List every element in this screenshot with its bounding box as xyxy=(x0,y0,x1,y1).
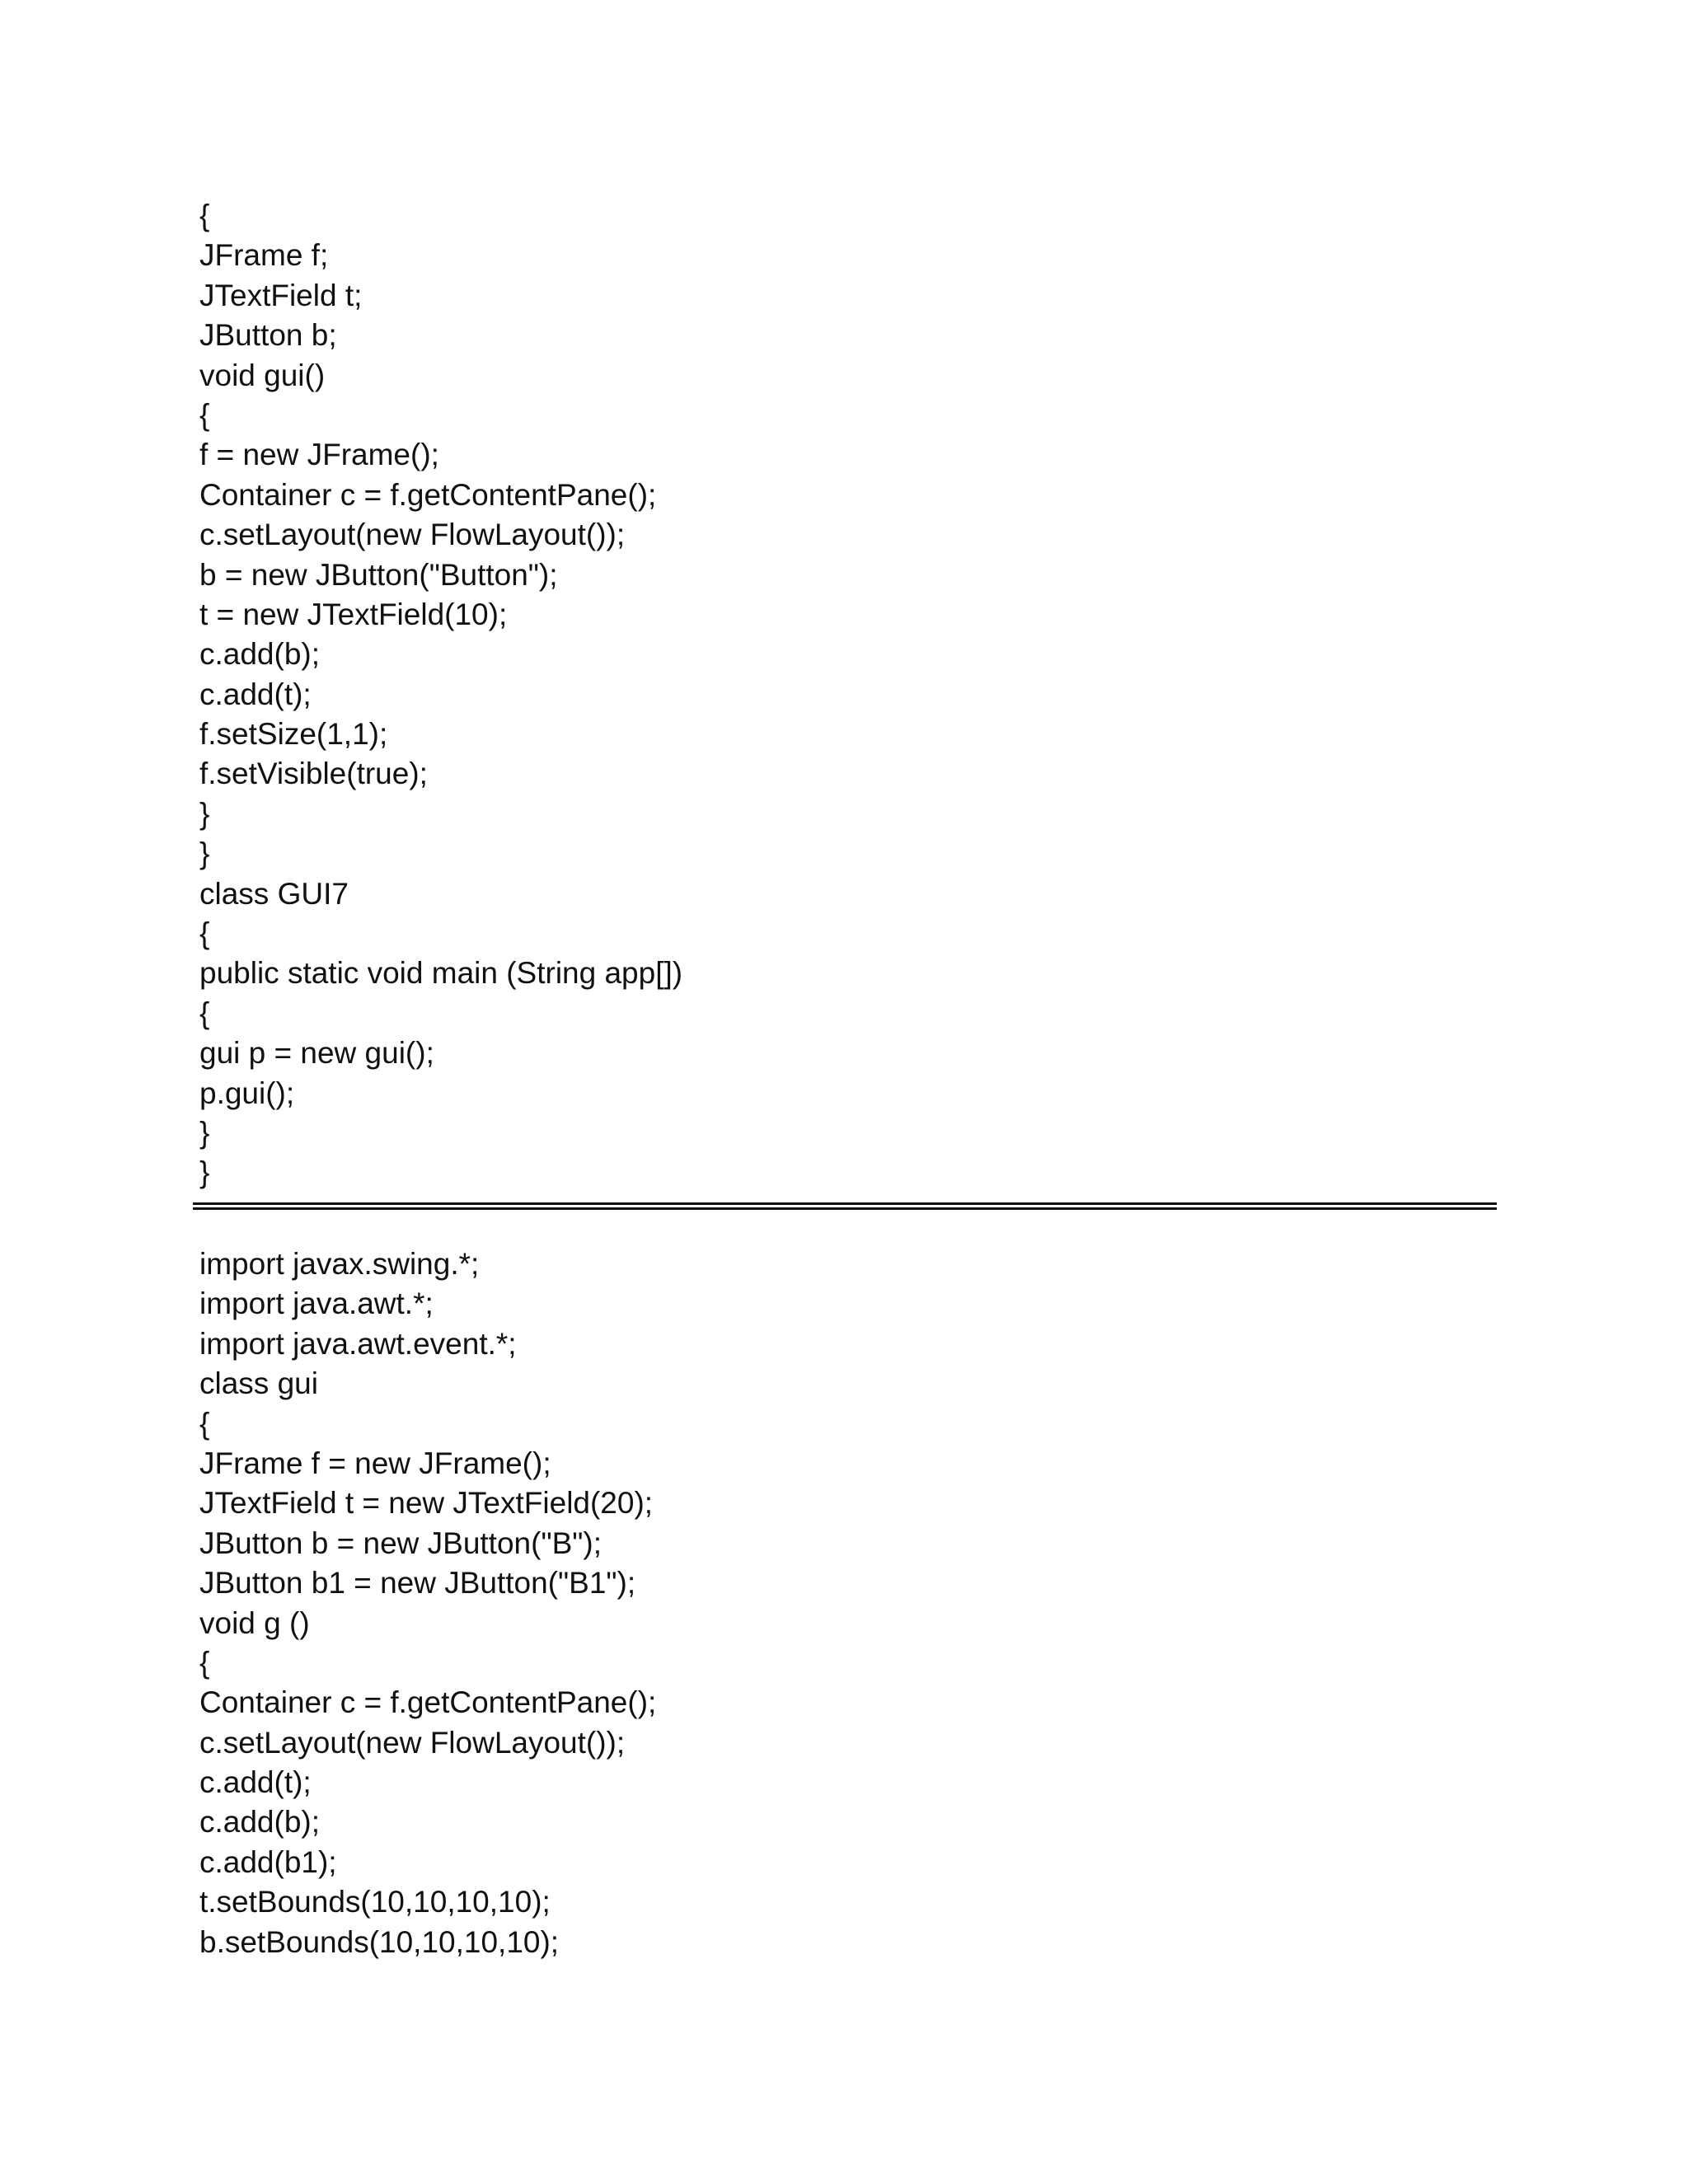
code-line: JFrame f; xyxy=(199,238,329,273)
code-line: { xyxy=(199,916,210,951)
code-line: c.add(t); xyxy=(199,1765,312,1800)
code-line: void gui() xyxy=(199,358,326,392)
code-line: JButton b; xyxy=(199,318,337,353)
code-line: import javax.swing.*; xyxy=(199,1247,480,1281)
code-line: c.setLayout(new FlowLayout()); xyxy=(199,518,626,552)
code-line: c.add(b1); xyxy=(199,1844,337,1879)
code-line: { xyxy=(199,1645,210,1680)
code-line: } xyxy=(199,1115,210,1150)
code-line: { xyxy=(199,199,210,232)
code-line: class gui xyxy=(199,1366,318,1401)
code-line: f.setSize(1,1); xyxy=(199,717,388,752)
code-line: Container c = f.getContentPane(); xyxy=(199,477,657,512)
code-line: } xyxy=(199,1155,210,1190)
code-line: c.add(b); xyxy=(199,1805,321,1840)
code-line: JTextField t; xyxy=(199,278,363,312)
code-line: Container c = f.getContentPane(); xyxy=(199,1685,657,1720)
code-line: gui p = new gui(); xyxy=(199,1036,434,1071)
code-line: JButton b1 = new JButton("B1"); xyxy=(199,1566,636,1601)
code-line: f.setVisible(true); xyxy=(199,757,428,791)
code-line: } xyxy=(199,837,210,871)
code-line: c.add(t); xyxy=(199,677,312,711)
code-line: { xyxy=(199,397,210,432)
code-line: c.add(b); xyxy=(199,637,321,672)
code-line: { xyxy=(199,1406,210,1441)
code-line: JTextField t = new JTextField(20); xyxy=(199,1486,654,1521)
code-line: t.setBounds(10,10,10,10); xyxy=(199,1885,551,1919)
code-line: JFrame f = new JFrame(); xyxy=(199,1446,551,1480)
code-line: b.setBounds(10,10,10,10); xyxy=(199,1924,560,1959)
code-block-bottom xyxy=(199,1244,656,1962)
code-line: p.gui(); xyxy=(199,1076,295,1110)
code-line: JButton b = new JButton("B"); xyxy=(199,1526,602,1560)
code-line: class GUI7 xyxy=(199,876,349,911)
code-line: void g () xyxy=(199,1605,310,1640)
code-line: import java.awt.*; xyxy=(199,1286,434,1321)
code-line: import java.awt.event.*; xyxy=(199,1326,517,1361)
code-line: { xyxy=(199,996,210,1030)
code-line: c.setLayout(new FlowLayout()); xyxy=(199,1725,626,1760)
code-line: } xyxy=(199,796,210,831)
code-line: public static void main (String app[]) xyxy=(199,956,683,991)
code-line: f = new JFrame(); xyxy=(199,438,439,472)
code-line: t = new JTextField(10); xyxy=(199,597,508,631)
code-block-top xyxy=(199,196,682,1193)
double-rule-divider xyxy=(193,1202,1497,1210)
code-line: b = new JButton("Button"); xyxy=(199,557,558,592)
